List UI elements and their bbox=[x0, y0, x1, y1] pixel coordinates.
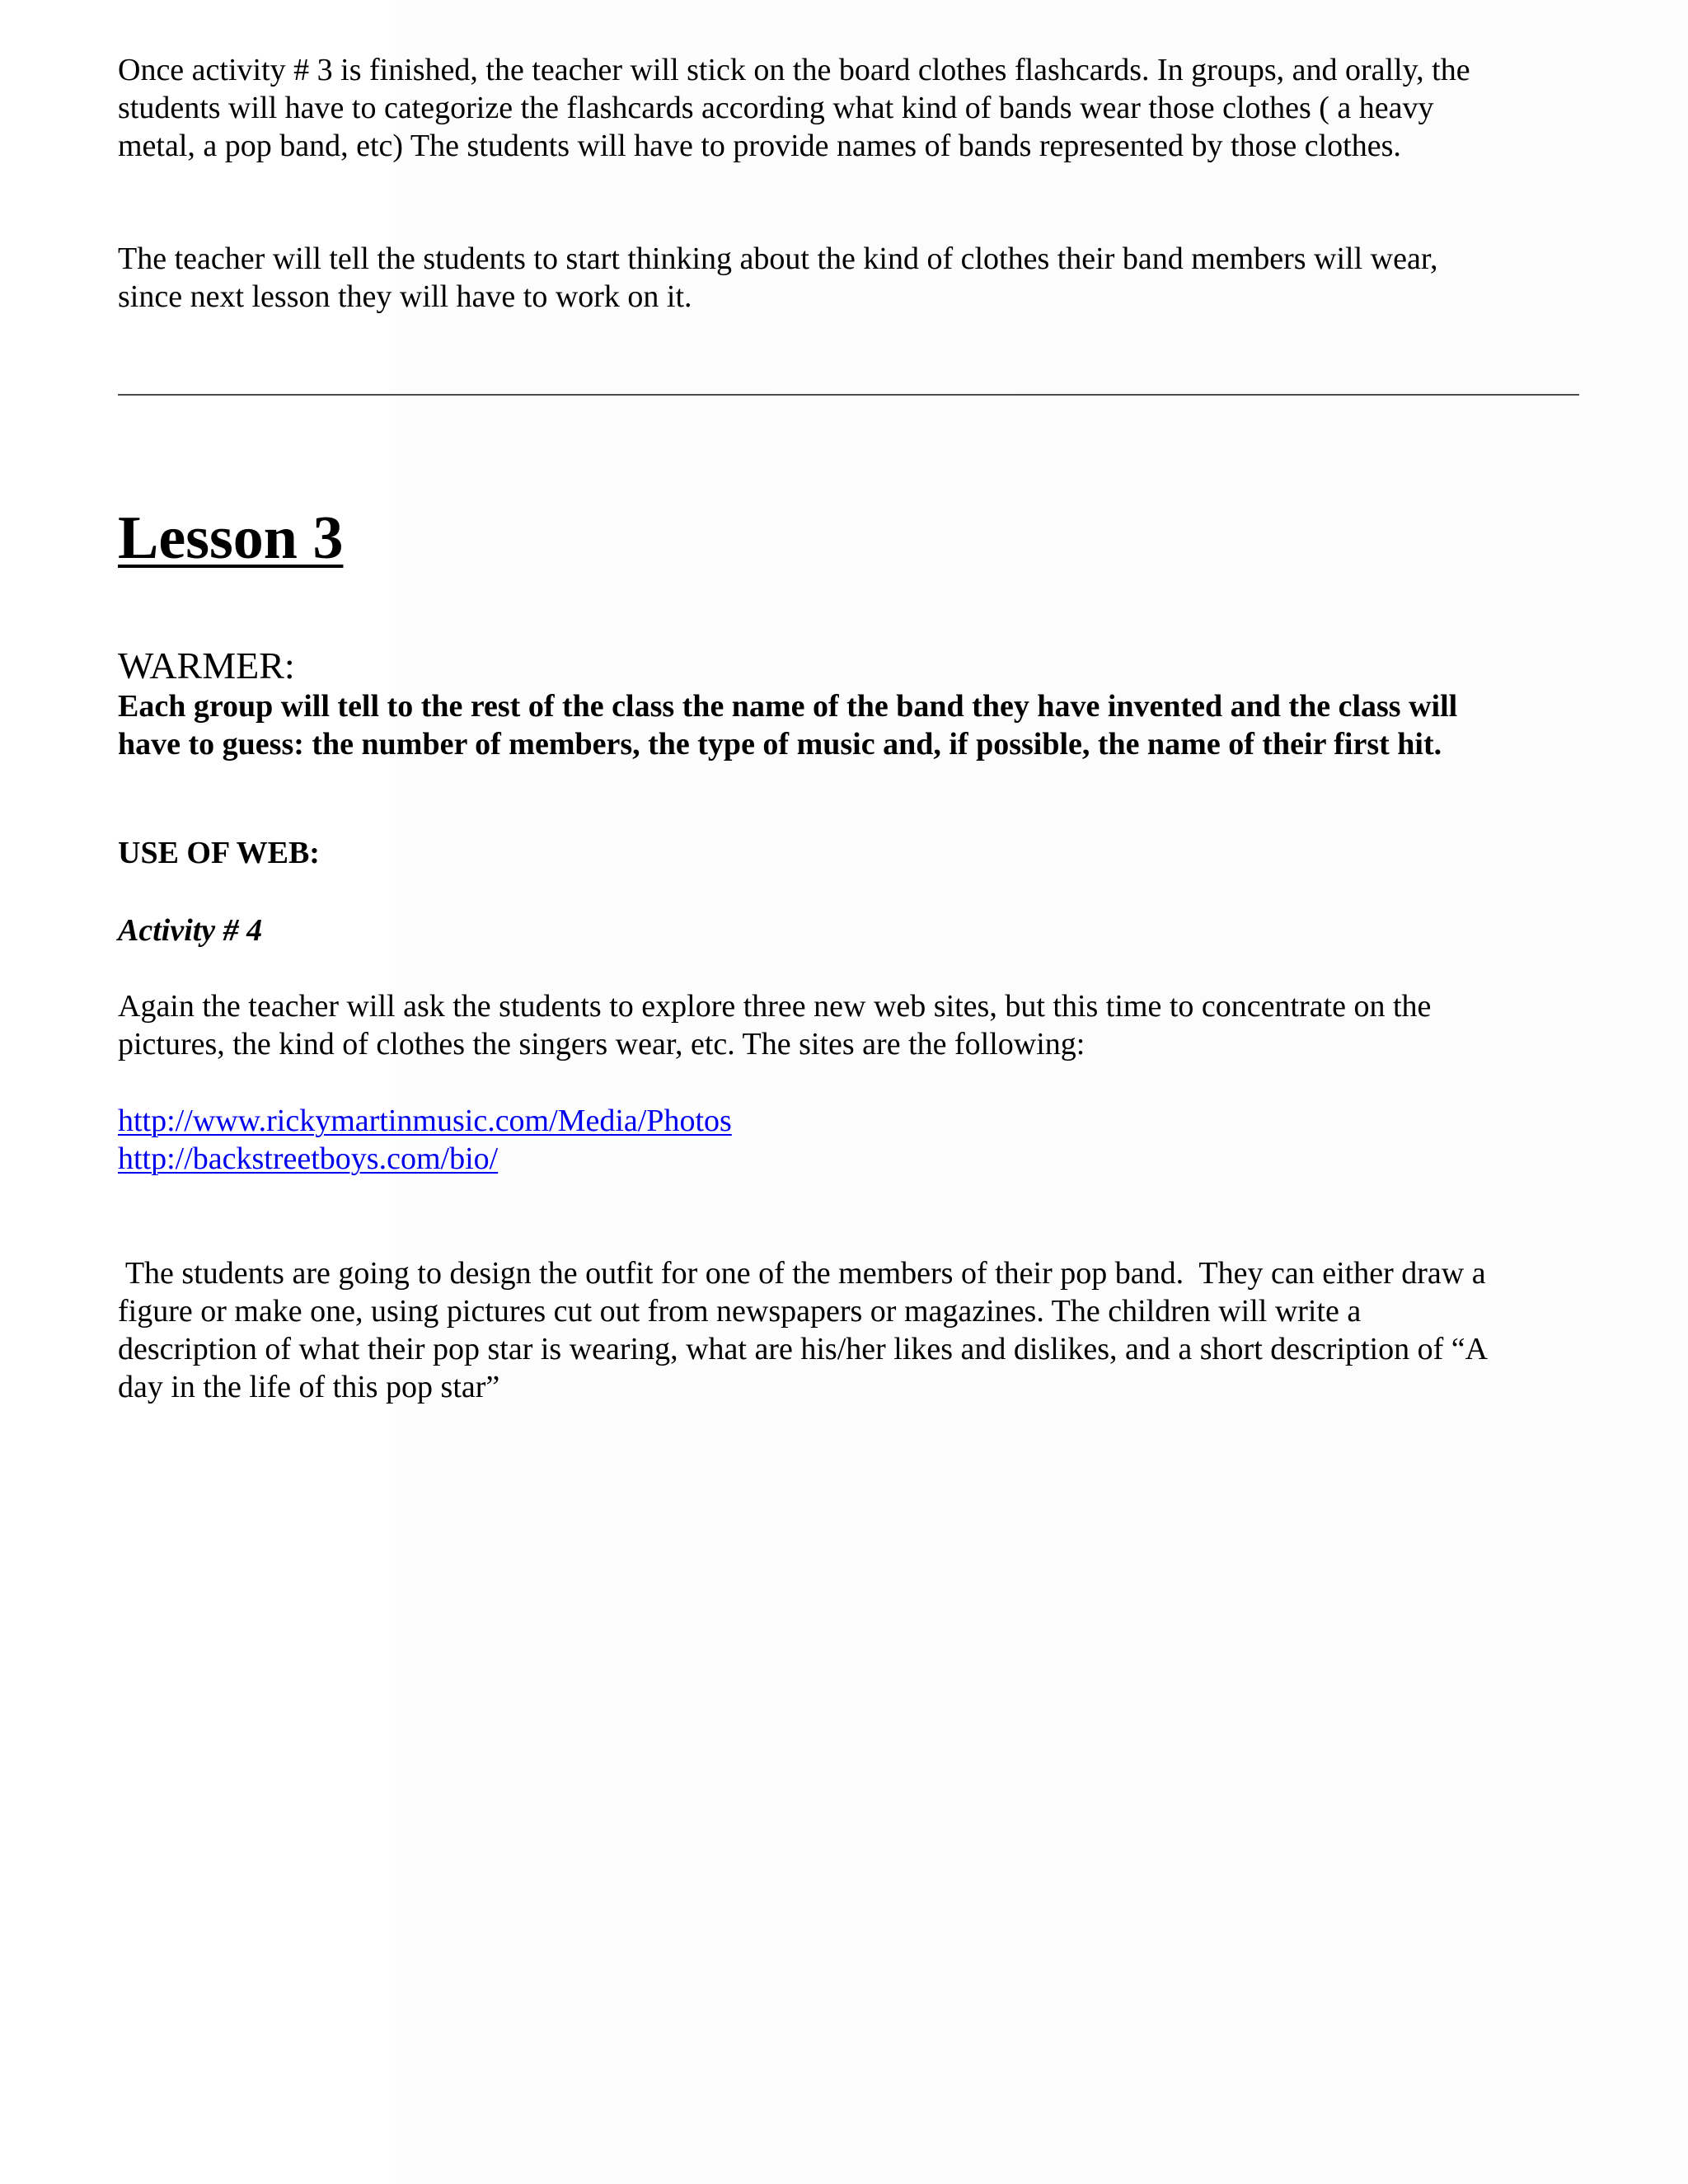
text-line: Once activity # 3 is finished, the teacher will stick on the board clothes flashcards. In groups, and orally, the bbox=[118, 53, 1470, 87]
horizontal-divider bbox=[118, 394, 1579, 396]
link-backstreetboys-bio[interactable]: http://backstreetboys.com/bio/ bbox=[118, 1141, 499, 1176]
warmer-description bbox=[118, 687, 1585, 763]
activity-heading: Activity # 4 bbox=[118, 913, 263, 948]
text-line: The teacher will tell the students to start thinking about the kind of clothes their band members will wear, bbox=[118, 241, 1438, 276]
activity-description bbox=[118, 987, 1585, 1063]
text-line: Again the teacher will ask the students to explore three new web sites, but this time to concentrate on the bbox=[118, 989, 1432, 1024]
text-line: have to guess: the number of members, the type of music and, if possible, the name of their first hit. bbox=[118, 727, 1442, 762]
warmer-heading: WARMER: bbox=[118, 644, 295, 687]
intro-paragraph-2 bbox=[118, 240, 1585, 316]
text-line: day in the life of this pop star” bbox=[118, 1370, 500, 1404]
text-line: since next lesson they will have to work on it. bbox=[118, 279, 692, 314]
website-links bbox=[118, 1102, 732, 1178]
intro-paragraph-1 bbox=[118, 51, 1585, 165]
design-outfit-paragraph bbox=[118, 1254, 1585, 1406]
text-line: metal, a pop band, etc) The students will have to provide names of bands represented by those clothes. bbox=[118, 129, 1401, 163]
text-line: Each group will tell to the rest of the class the name of the band they have invented and the class will bbox=[118, 689, 1458, 724]
link-rickymartin-photos[interactable]: http://www.rickymartinmusic.com/Media/Photos bbox=[118, 1104, 732, 1138]
text-line: students will have to categorize the flashcards according what kind of bands wear those clothes ( a heavy bbox=[118, 91, 1434, 125]
use-of-web-heading: USE OF WEB: bbox=[118, 836, 320, 870]
lesson-title: Lesson 3 bbox=[118, 504, 344, 572]
text-line: The students are going to design the outfit for one of the members of their pop band. They can either draw a bbox=[118, 1256, 1486, 1291]
text-line: pictures, the kind of clothes the singers wear, etc. The sites are the following: bbox=[118, 1027, 1085, 1062]
text-line: description of what their pop star is wearing, what are his/her likes and dislikes, and a short description of “A bbox=[118, 1332, 1489, 1366]
text-line: figure or make one, using pictures cut out from newspapers or magazines. The children will write a bbox=[118, 1294, 1362, 1329]
